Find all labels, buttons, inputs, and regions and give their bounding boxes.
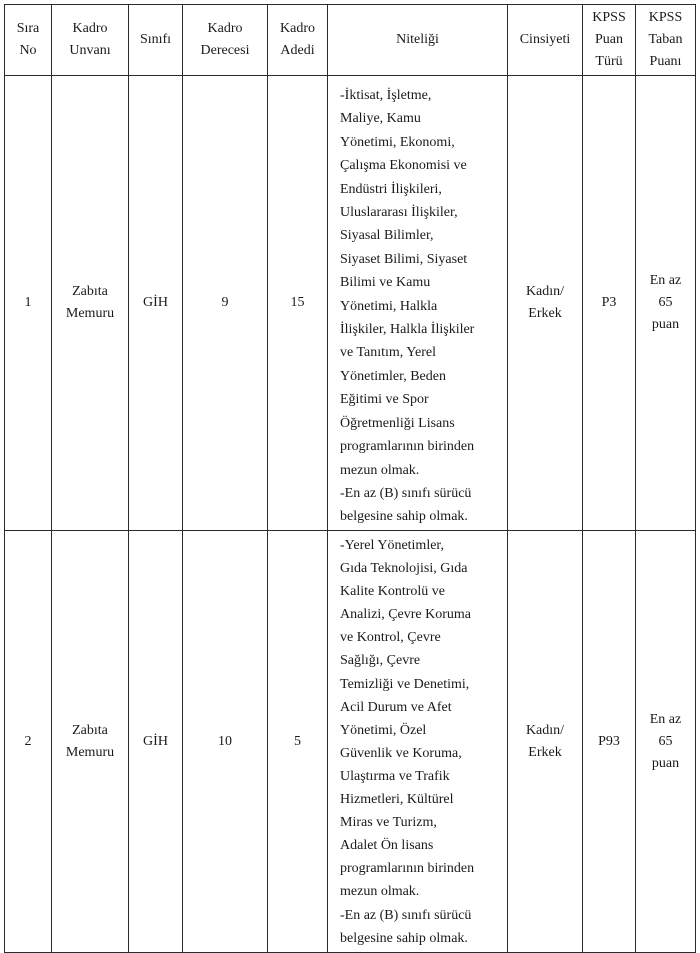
cell-sinifi: GİH <box>129 531 183 953</box>
table-header-row <box>5 5 696 76</box>
header-kadro-adedi: Kadro Adedi <box>268 5 328 76</box>
cell-kadro-derecesi: 10 <box>183 531 268 953</box>
cell-niteligi: -Yerel Yönetimler, Gıda Teknolojisi, Gıda Kalite Kontrolü ve Analizi, Çevre Koruma ve Kontrol, Çevre Sağlığı, Çevre Temizliği ve Denetimi, Acil Durum ve Afet Yönetimi, Özel Güvenlik ve Koruma, Ulaştırma ve Trafik Hizmetleri, Kültürel Miras ve Turizm, Adalet Ön lisans programlarının birinden mezun olmak. -En az (B) sınıfı sürücü belgesine sahip olmak. <box>328 531 508 953</box>
cell-sinifi: GİH <box>129 76 183 531</box>
cell-kpss-taban-puani: En az 65 puan <box>636 531 696 953</box>
cell-sira-no: 2 <box>5 531 52 953</box>
cell-kadro-adedi: 15 <box>268 76 328 531</box>
table-row <box>5 531 696 953</box>
cell-kadro-unvani: Zabıta Memuru <box>52 76 129 531</box>
cell-kadro-adedi: 5 <box>268 531 328 953</box>
header-kpss-taban-puani: KPSS Taban Puanı <box>636 5 696 76</box>
header-kpss-puan-turu: KPSS Puan Türü <box>583 5 636 76</box>
header-kadro-derecesi: Kadro Derecesi <box>183 5 268 76</box>
cell-kadro-unvani: Zabıta Memuru <box>52 531 129 953</box>
header-niteligi: Niteliği <box>328 5 508 76</box>
cell-cinsiyeti: Kadın/ Erkek <box>508 531 583 953</box>
table-row <box>5 76 696 531</box>
cell-niteligi: -İktisat, İşletme, Maliye, Kamu Yönetimi, Ekonomi, Çalışma Ekonomisi ve Endüstri İlişkileri, Uluslararası İlişkiler, Siyasal Bilimler, Siyaset Bilimi, Siyaset Bilimi ve Kamu Yönetimi, Halkla İlişkiler, Halkla İlişkiler ve Tanıtım, Yerel Yönetimler, Beden Eğitimi ve Spor Öğretmenliği Lisans programlarının birinden mezun olmak. -En az (B) sınıfı sürücü belgesine sahip olmak. <box>328 76 508 531</box>
header-kadro-unvani: Kadro Unvanı <box>52 5 129 76</box>
cell-kpss-taban-puani: En az 65 puan <box>636 76 696 531</box>
header-sira-no: Sıra No <box>5 5 52 76</box>
cell-cinsiyeti: Kadın/ Erkek <box>508 76 583 531</box>
kadro-table <box>4 4 696 953</box>
cell-kpss-puan-turu: P3 <box>583 76 636 531</box>
cell-kadro-derecesi: 9 <box>183 76 268 531</box>
header-cinsiyeti: Cinsiyeti <box>508 5 583 76</box>
cell-kpss-puan-turu: P93 <box>583 531 636 953</box>
header-sinifi: Sınıfı <box>129 5 183 76</box>
cell-sira-no: 1 <box>5 76 52 531</box>
